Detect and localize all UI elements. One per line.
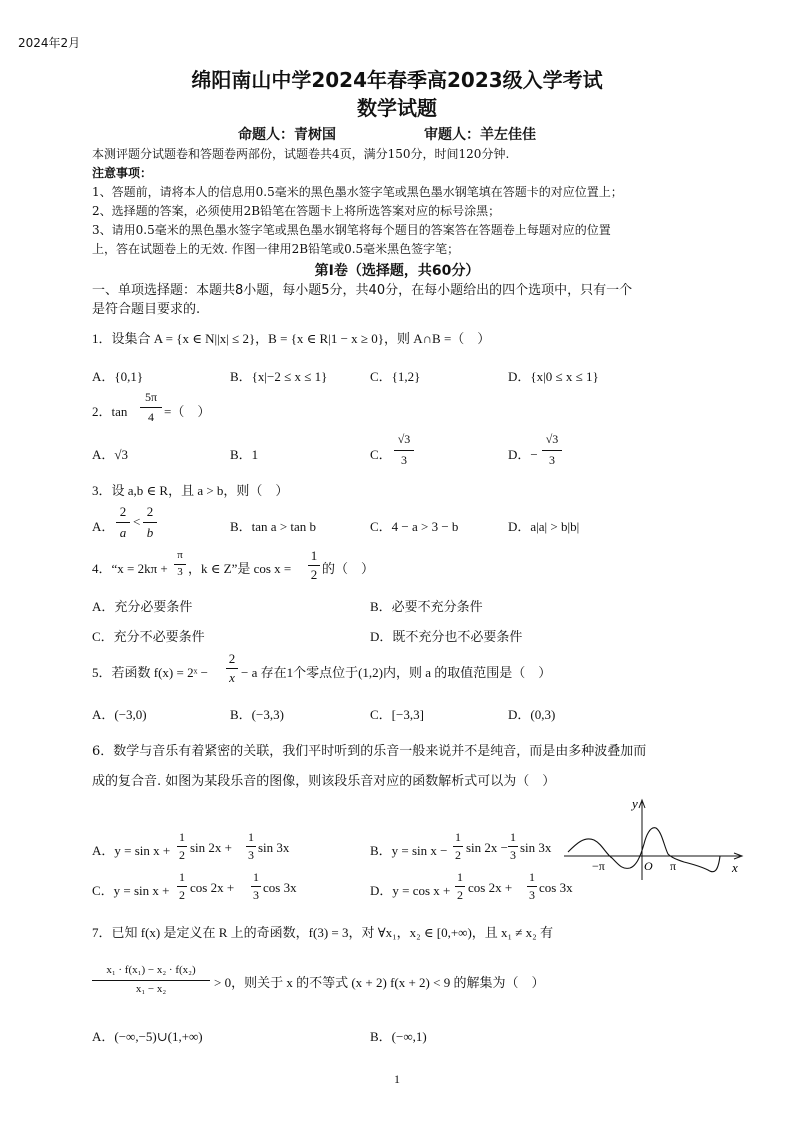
question-6-option-c-d1: 2 (179, 888, 185, 902)
question-5-option-c: C．[−3,3] (370, 707, 424, 722)
question-6-option-c-n1: 1 (179, 870, 185, 884)
question-6-option-c-n2: 1 (253, 870, 259, 884)
notice-item-3a: 3、请用0.5毫米的黑色墨水签字笔或黑色墨水钢笔将每个题目的答案答在答题卷上每题对应的位置 (92, 223, 611, 237)
question-6-option-d-d2: 3 (529, 888, 535, 902)
question-6-option-c-end: cos 3x (263, 880, 297, 895)
question-1-option-a: A．{0,1} (92, 369, 144, 384)
question-2-option-b: B．1 (230, 447, 259, 462)
question-2-option-d-num: √3 (545, 432, 559, 446)
notice-heading: 注意事项： (92, 166, 153, 180)
author-label: 命题人：青树国 (238, 127, 336, 143)
question-4-frac-num: π (177, 549, 183, 561)
question-3-option-c: C．4 − a > 3 − b (370, 519, 459, 534)
question-6-option-d-mid: cos 2x + (468, 880, 513, 895)
question-2-option-d-prefix: D．− (508, 447, 538, 462)
question-1-option-c: C．{1,2} (370, 369, 421, 384)
exam-title: 绵阳南山中学2024年春季高2023级入学考试 (191, 68, 603, 92)
question-6-option-a-d1: 2 (179, 848, 185, 862)
question-4-option-c: C．充分不必要条件 (92, 629, 205, 644)
question-2-option-d-den: 3 (549, 453, 555, 467)
question-3-option-b: B．tan a > tan b (230, 519, 317, 534)
question-6-option-a-d2: 3 (248, 848, 254, 862)
question-6-line-2: 成的复合音. 如图为某段乐音的图像，则该段乐音对应的函数解析式可以为（ ） (92, 774, 556, 789)
question-1-option-b: B．{x|−2 ≤ x ≤ 1} (230, 369, 328, 384)
question-6-option-d-end: cos 3x (539, 880, 573, 895)
question-3-option-a-prefix: A． (92, 519, 115, 534)
pi-label: π (670, 859, 677, 873)
question-1-stem: 1．设集合 A = {x ∈ N||x| ≤ 2}，B = {x ∈ R|1 − x ≥ 0}，则 A∩B =（ ） (92, 331, 491, 346)
question-7-frac-num: x₁ · f(x₁) − x₂ · f(x₂) (106, 964, 196, 976)
question-3-option-a-mid: < (133, 514, 141, 529)
question-3-option-a-num1: 2 (119, 504, 127, 519)
question-7-frac-den: x₁ − x₂ (135, 983, 167, 995)
question-6-option-b-n2: 1 (510, 830, 516, 844)
question-4-suffix: 的（ ） (322, 561, 375, 576)
question-6-option-a-bar2 (246, 846, 256, 847)
question-3-option-a-num2: 2 (146, 504, 154, 519)
question-5-frac-den: x (229, 670, 235, 685)
question-6-line-1: 6．数学与音乐有着紧密的关联，我们平时听到的乐音一般来说并不是纯音，而是由多种波叠加而 (92, 744, 647, 759)
section-instruction-b: 是符合题目要求的. (92, 302, 201, 317)
question-6-option-d-prefix: D．y = cos x + (370, 883, 451, 898)
notice-item-2: 2、选择题的答案，必须使用2B铅笔在答题卡上将所选答案对应的标号涂黑； (92, 204, 501, 218)
notice-item-3b: 上，答在试题卷上的无效. 作图一律用2B铅笔或0.5毫米黑色签字笔； (92, 242, 460, 256)
question-5-option-d: D．(0,3) (508, 707, 556, 722)
question-3-option-a-den1: a (119, 525, 127, 540)
question-6-option-b-end: sin 3x (520, 840, 552, 855)
question-2-prefix: 2．tan (92, 404, 128, 419)
question-4-mid: ，k ∈ Z”是 cos x = (188, 561, 292, 576)
question-6-option-a-prefix: A．y = sin x + (92, 843, 171, 858)
section-instruction-a: 一、单项选择题：本题共8小题，每小题5分，共40分，在每小题给出的四个选项中，只有一个 (92, 283, 633, 298)
page-number: 1 (394, 1072, 400, 1086)
question-6-option-b-bar1 (453, 846, 463, 847)
question-6-option-b-n1: 1 (455, 830, 461, 844)
question-6-option-a-mid: sin 2x + (190, 840, 233, 855)
y-axis-label: y (632, 796, 638, 811)
question-2-suffix: =（ ） (164, 404, 211, 419)
question-4-option-a: A．充分必要条件 (92, 599, 193, 614)
question-2-option-a: A．√3 (92, 447, 129, 462)
question-6-option-b-mid: sin 2x − (466, 840, 509, 855)
question-6-option-d-n1: 1 (457, 870, 463, 884)
question-7-frac-bar (92, 980, 210, 981)
neg-pi-label: −π (592, 859, 605, 873)
question-6-option-d-d1: 2 (457, 888, 463, 902)
question-2-frac-bar (140, 407, 162, 408)
question-6-option-b-d1: 2 (455, 848, 461, 862)
x-axis-label: x (732, 860, 738, 875)
origin-label: O (644, 859, 653, 873)
question-5-frac-bar (226, 668, 238, 669)
question-4-option-b: B．必要不充分条件 (370, 599, 483, 614)
question-7-option-a: A．(−∞,−5)∪(1,+∞) (92, 1029, 203, 1044)
question-4-frac2-den: 2 (310, 567, 318, 582)
question-5-prefix: 5．若函数 f(x) = 2ˣ − (92, 665, 208, 680)
exam-date: 2024年2月 (18, 36, 81, 50)
question-7-line-2: > 0，则关于 x 的不等式 (x + 2) f(x + 2) < 9 的解集为（ ） (214, 975, 545, 990)
question-7-line-1: 7．已知 f(x) 是定义在 R 上的奇函数，f(3) = 3，对 ∀x₁，x₂ ∈ [0,+∞)，且 x₁ ≠ x₂ 有 (92, 925, 553, 940)
question-5-frac-num: 2 (228, 651, 236, 666)
question-6-option-d-n2: 1 (529, 870, 535, 884)
question-5-option-b: B．(−3,3) (230, 707, 284, 722)
question-7-option-b: B．(−∞,1) (370, 1029, 427, 1044)
question-6-option-c-bar2 (251, 886, 261, 887)
question-6-option-a-end: sin 3x (258, 840, 290, 855)
question-6-option-c-bar1 (177, 886, 187, 887)
question-2-frac-den: 4 (148, 410, 154, 424)
question-6-option-b-d2: 3 (510, 848, 516, 862)
question-6-option-a-bar1 (177, 846, 187, 847)
question-2-option-c-den: 3 (401, 453, 407, 467)
question-4-prefix: 4．“x = 2kπ + (92, 561, 168, 576)
question-2-frac-num: 5π (144, 390, 158, 404)
question-2-option-d-bar (542, 450, 562, 451)
question-6-option-c-d2: 3 (253, 888, 259, 902)
question-4-frac-bar (174, 564, 186, 565)
question-3-option-a-bar2 (143, 522, 157, 523)
question-6-option-a-n2: 1 (248, 830, 254, 844)
question-3-stem: 3．设 a,b ∈ R，且 a > b，则（ ） (92, 483, 289, 498)
question-4-frac-den: 3 (177, 566, 183, 578)
question-4-frac2-bar (308, 565, 320, 566)
exam-subtitle: 数学试题 (357, 96, 437, 120)
section-heading: 第Ⅰ卷（选择题，共60分） (314, 263, 480, 279)
question-6-option-c-prefix: C．y = sin x + (92, 883, 170, 898)
question-3-option-a-bar1 (116, 522, 130, 523)
question-2-option-c-prefix: C． (370, 447, 392, 462)
question-3-option-a-den2: b (146, 525, 154, 540)
question-6-option-b-bar2 (508, 846, 518, 847)
question-2-option-c-num: √3 (397, 432, 411, 446)
reviewer-label: 审题人：羊左佳佳 (424, 127, 536, 143)
question-6-option-d-bar2 (527, 886, 537, 887)
question-6-wave-graph (560, 796, 750, 882)
question-5-option-a: A．(−3,0) (92, 707, 147, 722)
question-5-suffix: − a 存在1个零点位于(1,2)内，则 a 的取值范围是（ ） (241, 665, 552, 680)
question-6-option-c-mid: cos 2x + (190, 880, 235, 895)
notice-item-1: 1、答题前，请将本人的信息用0.5毫米的黑色墨水签字笔或黑色墨水钢笔填在答题卡的对应位置上； (92, 185, 623, 199)
question-2-option-c-bar (394, 450, 414, 451)
question-6-option-d-bar1 (455, 886, 465, 887)
question-6-option-b-prefix: B．y = sin x − (370, 843, 448, 858)
question-4-frac2-num: 1 (310, 548, 318, 563)
question-1-option-d: D．{x|0 ≤ x ≤ 1} (508, 369, 599, 384)
question-4-option-d: D．既不充分也不必要条件 (370, 629, 523, 644)
intro-text: 本测评题分试题卷和答题卷两部份，试题卷共4页，满分150分，时间120分钟. (92, 147, 510, 161)
question-3-option-d: D．a|a| > b|b| (508, 519, 580, 534)
question-6-option-a-n1: 1 (179, 830, 185, 844)
